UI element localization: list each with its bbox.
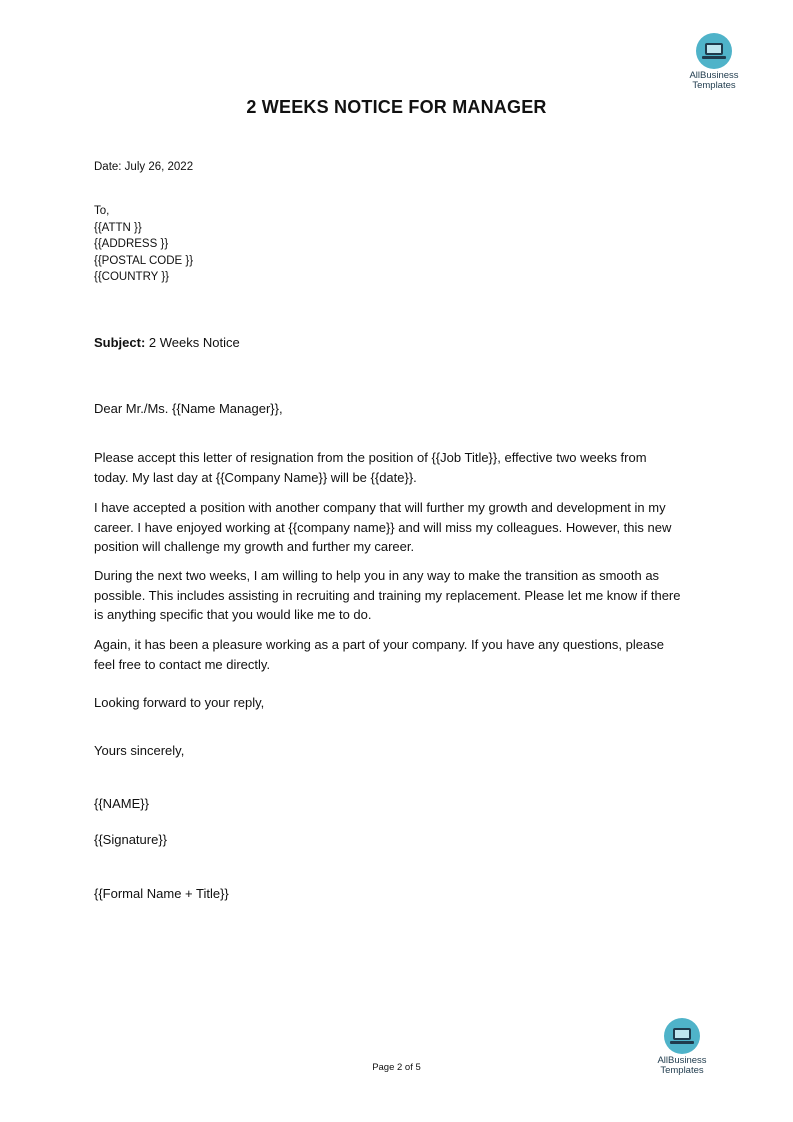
closing-sincerely: Yours sincerely, [94,743,185,758]
paragraph-3: During the next two weeks, I am willing to help you in any way to make the transition as smooth as possible. This includes assisting in recruiting and training my replacement. Please let me know if there is anything specific that you would like me to do. [94,568,681,622]
closing-reply: Looking forward to your reply, [94,695,265,710]
sender-signature: {{Signature}} [94,832,168,847]
recipient-block [94,203,193,286]
paragraph-4: Again, it has been a pleasure working as a part of your company. If you have any questions, please feel free to contact me directly. [94,637,664,672]
subject-label: Subject: [94,335,146,350]
subject-line [94,333,240,353]
recipient-address: {{ADDRESS }} [94,238,169,250]
brand-logo [669,33,759,91]
page-number: Page 2 of 5 [372,1062,421,1073]
laptop-icon [664,1018,700,1054]
recipient-attn: {{ATTN }} [94,221,142,234]
document-title: 2 WEEKS NOTICE FOR MANAGER [246,97,547,117]
footer-brand-logo-text: AllBusiness Templates [657,1055,707,1076]
recipient-postal-code: {{POSTAL CODE }} [94,254,194,267]
brand-logo-text: AllBusiness Templates [689,70,739,91]
recipient-country: {{COUNTRY }} [94,271,170,283]
laptop-icon [696,33,732,69]
recipient-to: To, [94,205,110,217]
subject-text: 2 Weeks Notice [148,335,240,350]
paragraph-1: Please accept this letter of resignation from the position of {{Job Title}}, effective two weeks from today. My last day at {{Company Name}} will be {{date}}. [94,450,647,485]
sender-formal-name: {{Formal Name + Title}} [94,886,229,901]
letter-date: Date: July 26, 2022 [94,161,194,173]
salutation: Dear Mr./Ms. {{Name Manager}}, [94,401,283,416]
paragraph-2: I have accepted a position with another company that will further my growth and development in my career. I have enjoyed working at {{company name}} and will miss my colleagues. However, this new position will challenge my growth and further my career. [94,500,672,554]
sender-name: {{NAME}} [94,796,149,811]
